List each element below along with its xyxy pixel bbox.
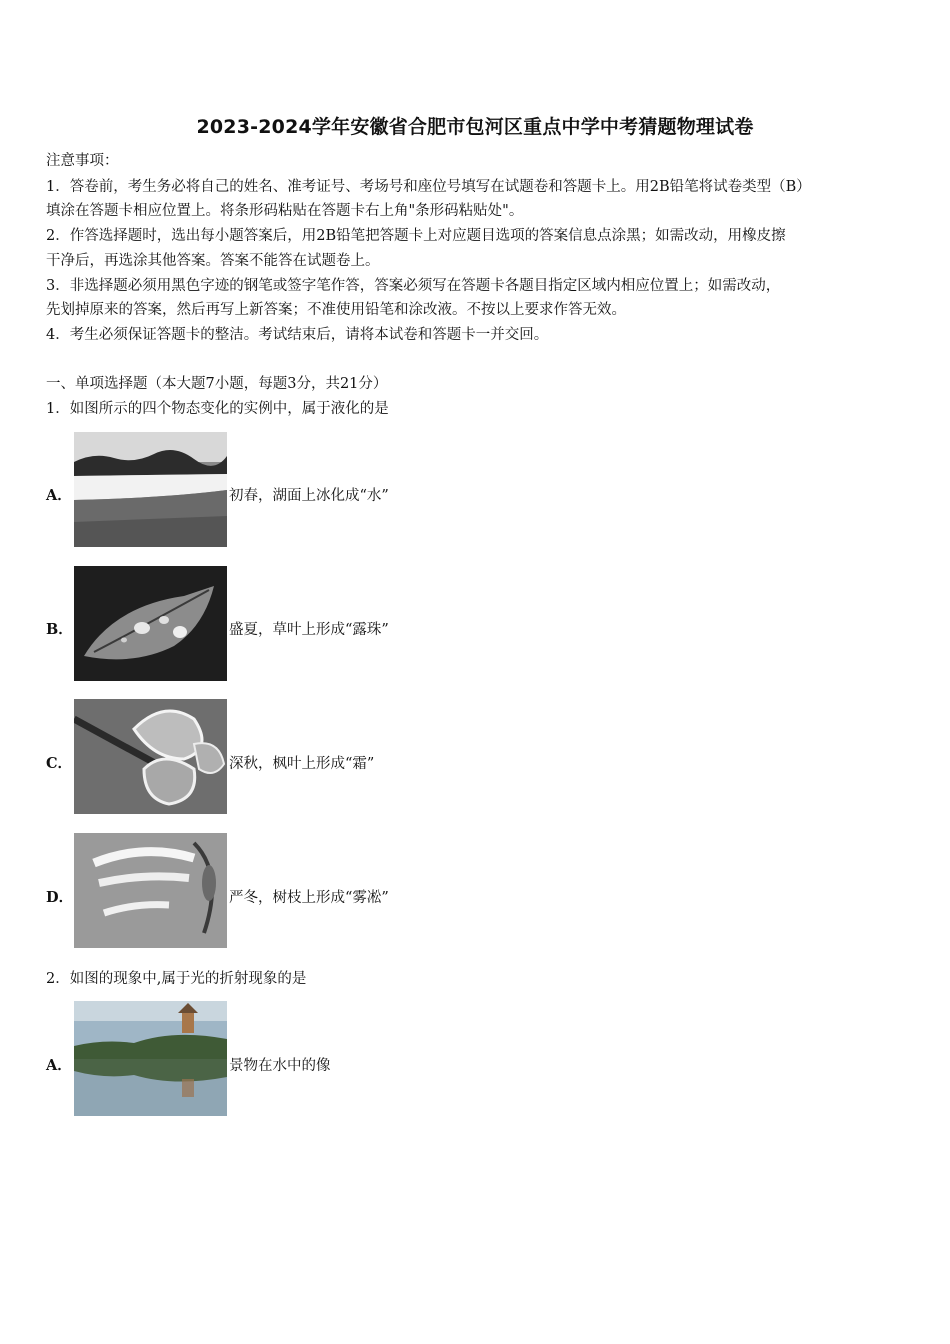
section-heading: 一、单项选择题（本大题7小题，每题3分，共21分）	[46, 376, 388, 392]
option-label: B．	[46, 621, 73, 638]
question-stem: 2．如图的现象中,属于光的折射现象的是	[46, 971, 307, 987]
option-text: 严冬，树枝上形成“雾凇”	[229, 890, 389, 906]
page-title: 2023-2024学年安徽省合肥市包河区重点中学中考猜题物理试卷	[196, 116, 754, 138]
option-label: A．	[46, 487, 72, 504]
notice-heading: 注意事项：	[46, 153, 119, 169]
notice-line: 1．答卷前，考生务必将自己的姓名、准考证号、考场号和座位号填写在试题卷和答题卡上。用2B铅笔将试卷类型（B）	[46, 179, 811, 195]
option-text: 盛夏，草叶上形成“露珠”	[229, 622, 389, 638]
option-label: A．	[46, 1057, 72, 1074]
notice-line: 干净后，再选涂其他答案。答案不能答在试题卷上。	[46, 253, 380, 269]
frost-leaf-image	[74, 699, 227, 814]
notice-line: 4．考生必须保证答题卡的整洁。考试结束后，请将本试卷和答题卡一并交回。	[46, 327, 549, 343]
option-text: 初春，湖面上冰化成“水”	[229, 488, 389, 504]
lake-reflection-image	[74, 1001, 227, 1116]
dew-leaf-image	[74, 566, 227, 681]
notice-line: 先划掉原来的答案，然后再写上新答案；不准使用铅笔和涂改液。不按以上要求作答无效。	[46, 302, 626, 318]
notice-line: 2．作答选择题时，选出每小题答案后，用2B铅笔把答题卡上对应题目选项的答案信息点涂黑；如需改动，用橡皮擦	[46, 228, 786, 244]
option-text: 景物在水中的像	[229, 1058, 331, 1074]
frozen-lake-image	[74, 432, 227, 547]
notice-line: 填涂在答题卡相应位置上。将条形码粘贴在答题卡右上角"条形码粘贴处"。	[46, 203, 524, 219]
option-label: C．	[46, 755, 73, 772]
rime-branch-image	[74, 833, 227, 948]
option-text: 深秋，枫叶上形成“霜”	[229, 756, 375, 772]
option-label: D．	[46, 889, 74, 906]
question-stem: 1．如图所示的四个物态变化的实例中，属于液化的是	[46, 401, 389, 417]
notice-line: 3．非选择题必须用黑色字迹的钢笔或签字笔作答，答案必须写在答题卡各题目指定区域内相应位置上；如需改动，	[46, 278, 781, 294]
